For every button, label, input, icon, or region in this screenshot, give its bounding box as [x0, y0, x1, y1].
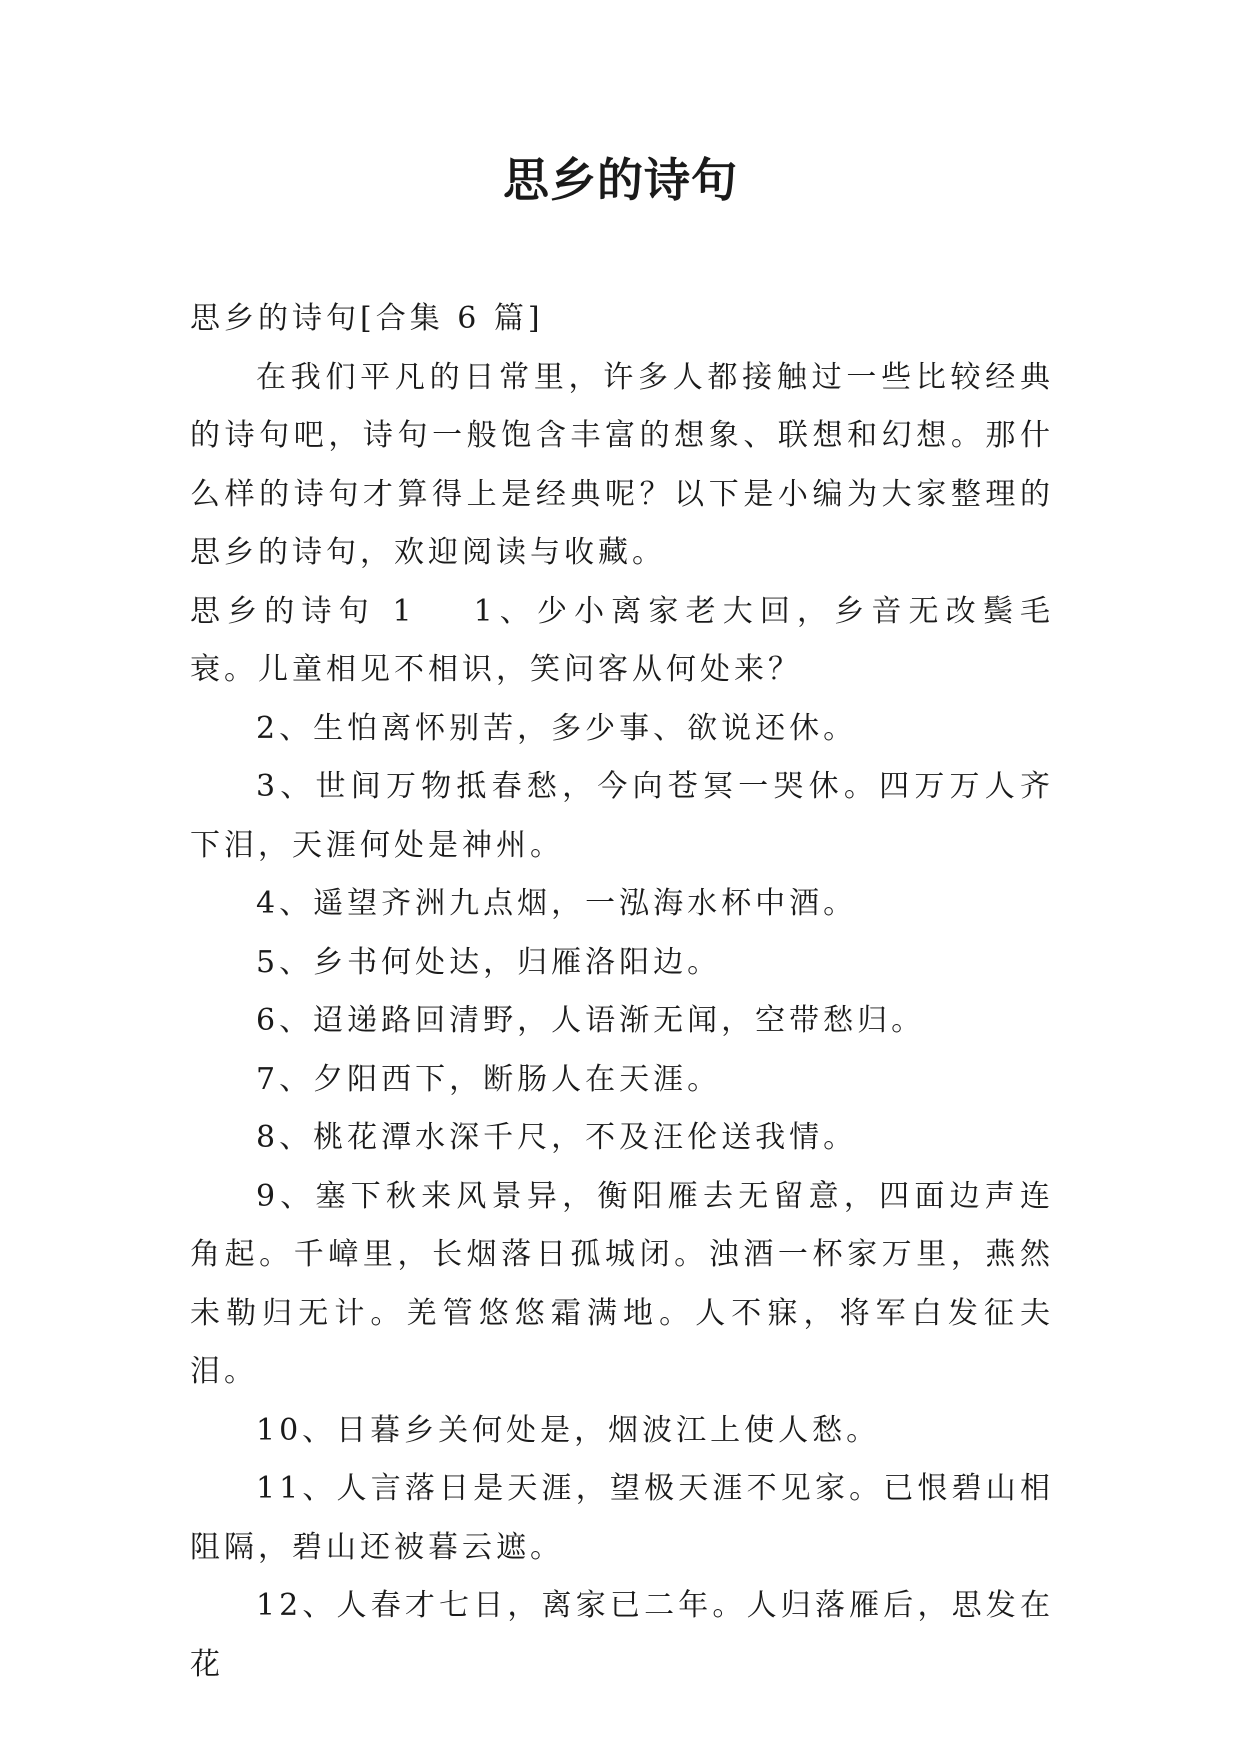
- poem-item-2: 2、生怕离怀别苦，多少事、欲说还休。: [256, 710, 858, 746]
- poem-item-7: 7、夕阳西下，断肠人在天涯。: [256, 1061, 722, 1097]
- poem-item-11: 11、人言落日是天涯，望极天涯不见家。已恨碧山相阻隔，碧山还被暮云遮。: [190, 1471, 1054, 1565]
- poem-item-3: 3、世间万物抵春愁，今向苍冥一哭休。四万万人齐下泪，天涯何处是神州。: [190, 769, 1054, 863]
- poem-item-6: 6、迢递路回清野，人语渐无闻，空带愁归。: [256, 1003, 926, 1038]
- poem-item-9: 9、塞下秋来风景异，衡阳雁去无留意，四面边声连角起。千嶂里，长烟落日孤城闭。浊酒一杯家万里，燕然未勒归无计。羌管悠悠霜满地。人不寐，将军白发征夫泪。: [190, 1178, 1054, 1389]
- document-title: 思乡的诗句: [503, 153, 738, 207]
- poem-item-10: 10、日暮乡关何处是，烟波江上使人愁。: [256, 1412, 881, 1448]
- poem-item-5: 5、乡书何处达，归雁洛阳边。: [256, 944, 722, 980]
- poem-item-8: 8、桃花潭水深千尺，不及汪伦送我情。: [256, 1120, 858, 1155]
- poem-item-12: 12、人春才七日，离家已二年。人归落雁后，思发在花: [190, 1588, 1054, 1682]
- poem-item-1: 1、少小离家老大回，乡音无改鬓毛衰。儿童相见不相识，笑问客从何处来？: [190, 593, 1054, 687]
- poem-item-4: 4、遥望齐洲九点烟，一泓海水杯中酒。: [256, 886, 858, 921]
- document-body: [190, 290, 1054, 1694]
- intro-paragraph: 在我们平凡的日常里，许多人都接触过一些比较经典的诗句吧，诗句一般饱含丰富的想象、联想和幻想。那什么样的诗句才算得上是经典呢？以下是小编为大家整理的思乡的诗句，欢迎阅读与收藏。: [190, 359, 1054, 570]
- section-1-paragraph: [190, 583, 1054, 700]
- section-1-heading: 思乡的诗句 1: [190, 593, 416, 629]
- collection-subtitle: 思乡的诗句[合集 6 篇]: [190, 301, 544, 336]
